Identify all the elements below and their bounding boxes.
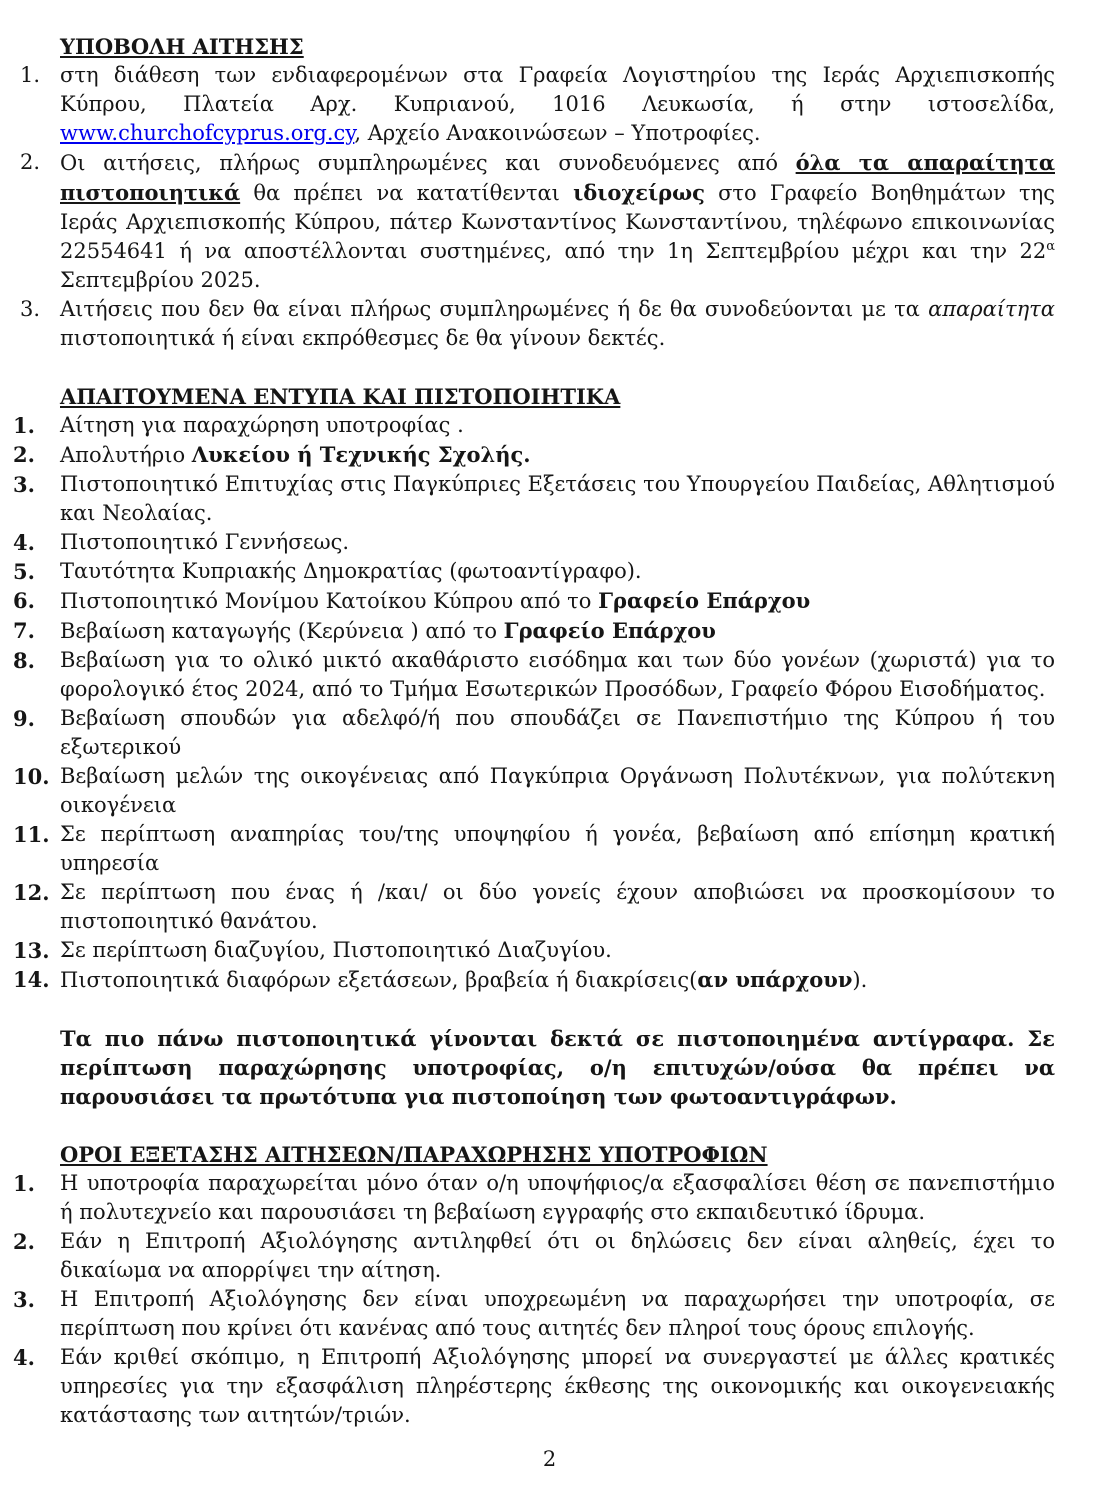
list-item-text [60, 1287, 1055, 1340]
list-item-text [60, 619, 716, 643]
terms-numbered-list [13, 1169, 1055, 1430]
list-item [13, 616, 1055, 646]
text-run: Γραφείο Επάρχου [598, 588, 811, 613]
text-run: , Αρχείο Ανακοινώσεων – Υποτροφίες. [354, 121, 761, 145]
list-item-number: 1. [13, 1171, 35, 1196]
section-terms [13, 1140, 1055, 1430]
text-run: Γραφείο Επάρχου [503, 618, 716, 643]
required-documents-numbered-list [13, 411, 1055, 995]
text-run: Η Επιτροπή Αξιολόγησης δεν είναι υποχρεωμένη να παραχωρήσει την υποτροφία, σε περίπτωση που κρίνει ότι κανένας από τους αιτητές δεν πληροί τους όρους επιλογής. [60, 1287, 1055, 1340]
list-item [13, 528, 1055, 557]
text-run: Πιστοποιητικό Γεννήσεως. [60, 530, 350, 554]
list-item-text [60, 559, 642, 583]
text-run: Απολυτήριο [60, 443, 192, 467]
text-run: Λυκείου ή Τεχνικής Σχολής. [191, 442, 531, 467]
list-item [20, 295, 1055, 353]
list-item-number: 3. [13, 472, 35, 497]
text-run: Βεβαίωση μελών της οικογένειας από Παγκύπρια Οργάνωση Πολυτέκνων, για πολύτεκνη οικογένεια [60, 764, 1055, 817]
list-item-text [60, 938, 612, 962]
list-item [13, 411, 1055, 440]
text-run: Η υποτροφία παραχωρείται μόνο όταν ο/η υποψήφιος/α εξασφαλίσει θέση σε πανεπιστήμιο ή πολυτεχνείο και παρουσιάσει τη βεβαίωση εγγραφής στο εκπαιδευτικό ίδρυμα. [60, 1171, 1055, 1224]
text-run: Σε περίπτωση διαζυγίου, Πιστοποιητικό Διαζυγίου. [60, 938, 612, 962]
list-item-number: 12. [13, 880, 50, 905]
list-item-text [60, 1171, 1055, 1224]
list-item-number: 3. [13, 1287, 35, 1312]
list-item-number: 7. [13, 618, 35, 643]
text-run: απαραίτητα [928, 297, 1055, 321]
list-item [13, 1169, 1055, 1227]
text-run: ιδιοχείρως [573, 180, 705, 205]
text-run: θα πρέπει να κατατίθενται [240, 181, 574, 205]
text-run: ). [852, 968, 868, 992]
section-submission [20, 32, 1055, 353]
text-run: Πιστοποιητικά διαφόρων εξετάσεων, βραβεία ή διακρίσεις( [60, 968, 698, 992]
list-item-text [60, 151, 1055, 292]
list-item-text [60, 297, 1055, 350]
list-item [13, 470, 1055, 528]
list-item-text [60, 530, 349, 554]
list-item [13, 646, 1055, 704]
list-item [13, 1343, 1055, 1430]
text-run: Πιστοποιητικό Μονίμου Κατοίκου Κύπρου από το [60, 589, 599, 613]
list-item-text [60, 764, 1055, 817]
list-item-number: 2. [20, 150, 41, 174]
text-run: Σε περίπτωση αναπηρίας του/της υποψηφίου ή γονέα, βεβαίωση από επίσημη κρατική υπηρεσία [60, 822, 1055, 875]
text-run: Σε περίπτωση που ένας ή /και/ οι δύο γονείς έχουν αποβιώσει να προσκομίσουν το πιστοποιητικό θανάτου. [60, 880, 1055, 933]
list-item-text [60, 413, 464, 437]
website-link[interactable]: www.churchofcyprus.org.cy [60, 121, 355, 145]
list-item-number: 3. [20, 297, 41, 321]
list-item [20, 148, 1055, 295]
text-run: Εάν η Επιτροπή Αξιολόγησης αντιληφθεί ότι οι δηλώσεις δεν είναι αληθείς, έχει το δικαίωμα να απορρίψει την αίτηση. [60, 1229, 1055, 1282]
list-item-number: 10. [13, 764, 50, 789]
list-item [13, 1227, 1055, 1285]
list-item-text [60, 706, 1055, 759]
list-item [13, 965, 1055, 995]
text-run: Βεβαίωση σπουδών για αδελφό/ή που σπουδάζει σε Πανεπιστήμιο της Κύπρου ή του εξωτερικού [60, 706, 1055, 759]
text-run: α [1046, 239, 1055, 254]
list-item-number: 4. [13, 1345, 35, 1370]
list-item-text [60, 880, 1055, 933]
text-run: Σεπτεμβρίου 2025. [60, 268, 261, 292]
text-run: Εάν κριθεί σκόπιμο, η Επιτροπή Αξιολόγησης μπορεί να συνεργαστεί με άλλες κρατικές υπηρεσίες για την εξασφάλιση πληρέστερης έκθεσης της οικονομικής και οικογενειακής κατάστασης των αιτητών/τριών. [60, 1345, 1055, 1427]
list-item-text [60, 589, 810, 613]
text-run: πιστοποιητικά ή είναι εκπρόθεσμες δε θα γίνουν δεκτές. [60, 326, 666, 350]
section-heading-submission: ΥΠΟΒΟΛΗ ΑΙΤΗΣΗΣ [60, 34, 304, 59]
text-run: Αίτηση για παραχώρηση υποτροφίας . [60, 413, 464, 437]
list-item-number: 8. [13, 648, 35, 673]
list-item [13, 557, 1055, 586]
list-item-number: 6. [13, 588, 35, 613]
list-item-number: 4. [13, 530, 35, 555]
section-heading-terms: ΟΡΟΙ ΕΞΕΤΑΣΗΣ ΑΙΤΗΣΕΩΝ/ΠΑΡΑΧΩΡΗΣΗΣ ΥΠΟΤΡΟΦΙΩΝ [60, 1142, 768, 1167]
text-run: στο Γραφείο Βοηθημάτων της Ιεράς Αρχιεπισκοπής Κύπρου, πάτερ Κωνσταντίνος Κωνσταντίνου, τηλέφωνο επικοινωνίας 22554641 ή να αποστέλλονται συστημένες, από την 1η Σεπτεμβρίου μέχρι και την 22 [60, 181, 1055, 263]
list-item-text [60, 968, 867, 992]
list-item-text [60, 472, 1055, 525]
list-item-number: 13. [13, 938, 50, 963]
text-run: Ταυτότητα Κυπριακής Δημοκρατίας (φωτοαντίγραφο). [60, 559, 642, 583]
submission-numbered-list [20, 61, 1055, 353]
list-item [13, 762, 1055, 820]
list-item-number: 2. [13, 442, 35, 467]
list-item-number: 11. [13, 822, 50, 847]
section-required-documents [13, 382, 1055, 1111]
list-item-number: 5. [13, 559, 35, 584]
text-run: στη διάθεση των ενδιαφερομένων στα Γραφεία Λογιστηρίου της Ιεράς Αρχιεπισκοπής Κύπρου, Πλατεία Αρχ. Κυπριανού, 1016 Λευκωσία, ή στην ιστοσελίδα, [60, 63, 1055, 116]
list-item-text [60, 648, 1055, 701]
certified-copies-note [60, 1024, 1055, 1111]
list-item-number: 9. [13, 706, 35, 731]
text-run: Τα πιο πάνω πιστοποιητικά γίνονται δεκτά σε πιστοποιημένα αντίγραφα. Σε περίπτωση παραχώρησης υποτροφίας, ο/η επιτυχών/ούσα θα πρέπει να παρουσιάσει τα πρωτότυπα για πιστοποίηση των φωτοαντιγράφων. [60, 1026, 1055, 1109]
list-item-number: 2. [13, 1229, 35, 1254]
page-number: 2 [542, 1447, 557, 1471]
list-item-number: 1. [20, 63, 41, 87]
list-item [13, 936, 1055, 965]
list-item [13, 704, 1055, 762]
text-run: Οι αιτήσεις, πλήρως συμπληρωμένες και συνοδευόμενες από [60, 151, 796, 175]
list-item-text [60, 1345, 1055, 1427]
list-item [13, 820, 1055, 878]
text-run: αν υπάρχουν [697, 967, 853, 992]
list-item-text [60, 1229, 1055, 1282]
text-run: Βεβαίωση καταγωγής (Κερύνεια ) από το [60, 619, 504, 643]
text-run: όλα τα απαραίτητα πιστοποιητικά [60, 150, 1055, 205]
list-item [13, 440, 1055, 470]
text-run: Πιστοποιητικό Επιτυχίας στις Παγκύπριες Εξετάσεις του Υπουργείου Παιδείας, Αθλητισμού και Νεολαίας. [60, 472, 1055, 525]
section-heading-required-documents: ΑΠΑΙΤΟΥΜΕΝΑ ΕΝΤΥΠΑ ΚΑΙ ΠΙΣΤΟΠΟΙΗΤΙΚΑ [60, 384, 621, 409]
list-item-text [60, 822, 1055, 875]
list-item [13, 878, 1055, 936]
list-item [20, 61, 1055, 148]
text-run: Αιτήσεις που δεν θα είναι πλήρως συμπληρωμένες ή δε θα συνοδεύονται με τα [60, 297, 929, 321]
list-item-number: 1. [13, 413, 35, 438]
list-item [13, 1285, 1055, 1343]
list-item [13, 586, 1055, 616]
text-run: Βεβαίωση για το ολικό μικτό ακαθάριστο εισόδημα και των δύο γονέων (χωριστά) για το φορολογικό έτος 2024, από το Τμήμα Εσωτερικών Προσόδων, Γραφείο Φόρου Εισοδήματος. [60, 648, 1055, 701]
list-item-text [60, 443, 531, 467]
list-item-text [60, 63, 1055, 145]
list-item-number: 14. [13, 967, 50, 992]
